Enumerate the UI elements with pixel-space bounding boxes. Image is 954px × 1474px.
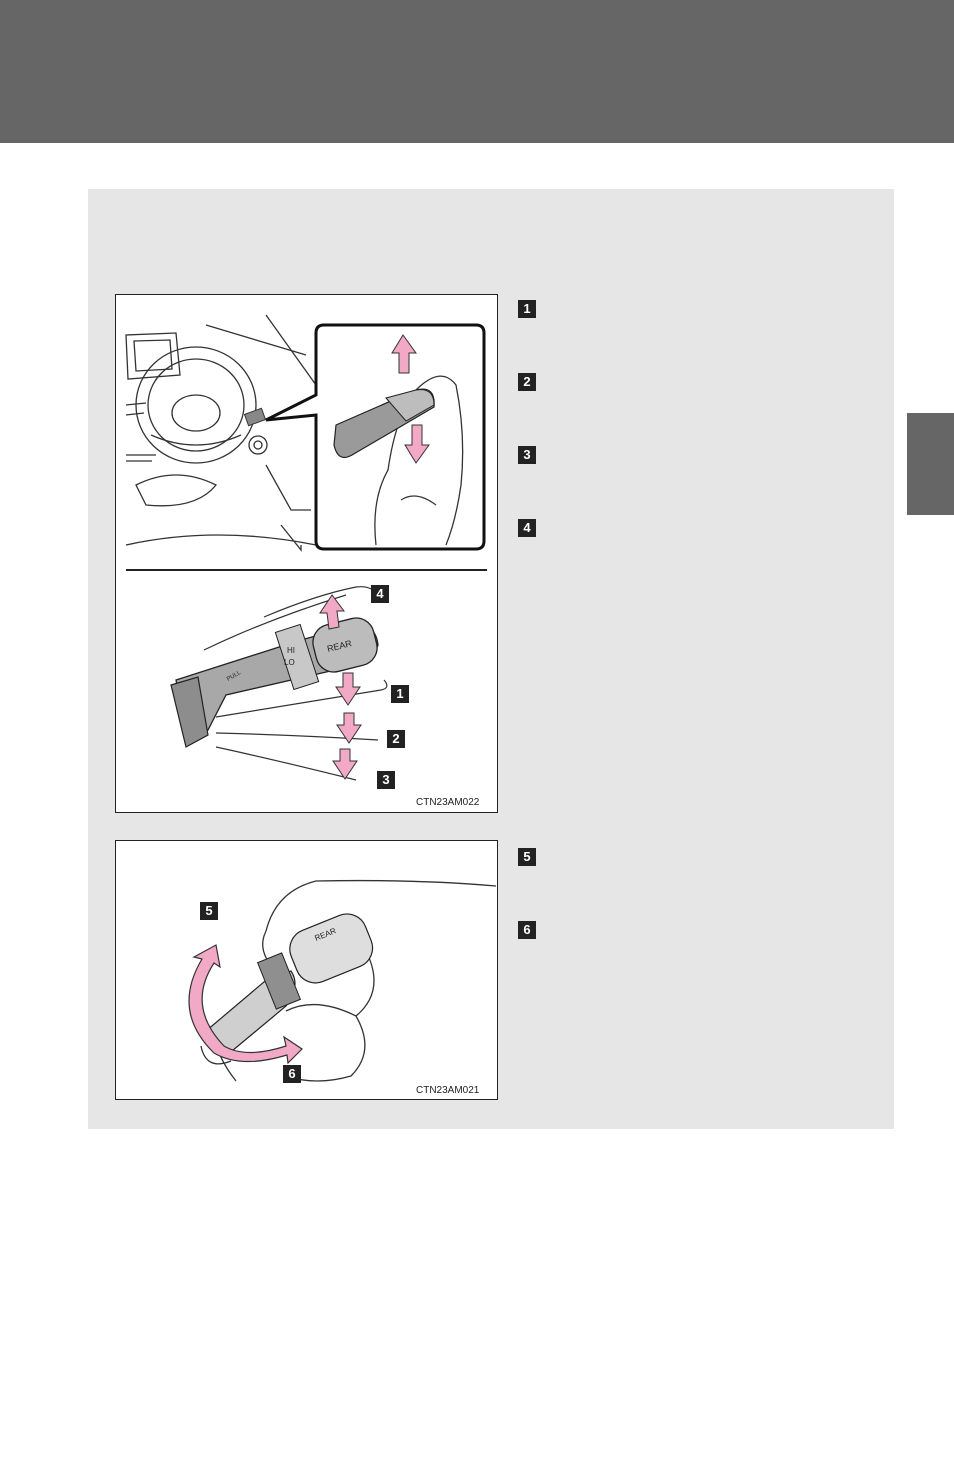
figure-callout-2: 2 <box>387 730 405 748</box>
step-marker-3: 3 <box>518 446 536 464</box>
chapter-side-tab <box>907 413 954 515</box>
hi-label: HI <box>287 646 295 655</box>
step-marker-4: 4 <box>518 519 536 537</box>
lo-label: LO <box>284 658 295 667</box>
wiper-lever-illustration <box>116 295 497 812</box>
figure-callout-4: 4 <box>371 585 389 603</box>
figure-callout-3: 3 <box>377 771 395 789</box>
page-header-bar <box>0 0 954 143</box>
step-marker-5: 5 <box>518 848 536 866</box>
step-marker-1: 1 <box>518 300 536 318</box>
washer-lever-figure <box>115 840 498 1100</box>
rear-label: REAR <box>326 638 353 654</box>
figure-callout-1: 1 <box>391 685 409 703</box>
pull-label: PULL <box>226 670 243 683</box>
step-marker-2: 2 <box>518 373 536 391</box>
figure-callout-6: 6 <box>283 1065 301 1083</box>
wiper-lever-figure <box>115 294 498 813</box>
figure-callout-5: 5 <box>200 902 218 920</box>
figure-code: CTN23AM022 <box>416 797 480 808</box>
figure-code: CTN23AM021 <box>416 1085 480 1096</box>
step-marker-6: 6 <box>518 921 536 939</box>
rear-label: REAR <box>313 926 338 943</box>
washer-lever-illustration <box>116 841 497 1099</box>
